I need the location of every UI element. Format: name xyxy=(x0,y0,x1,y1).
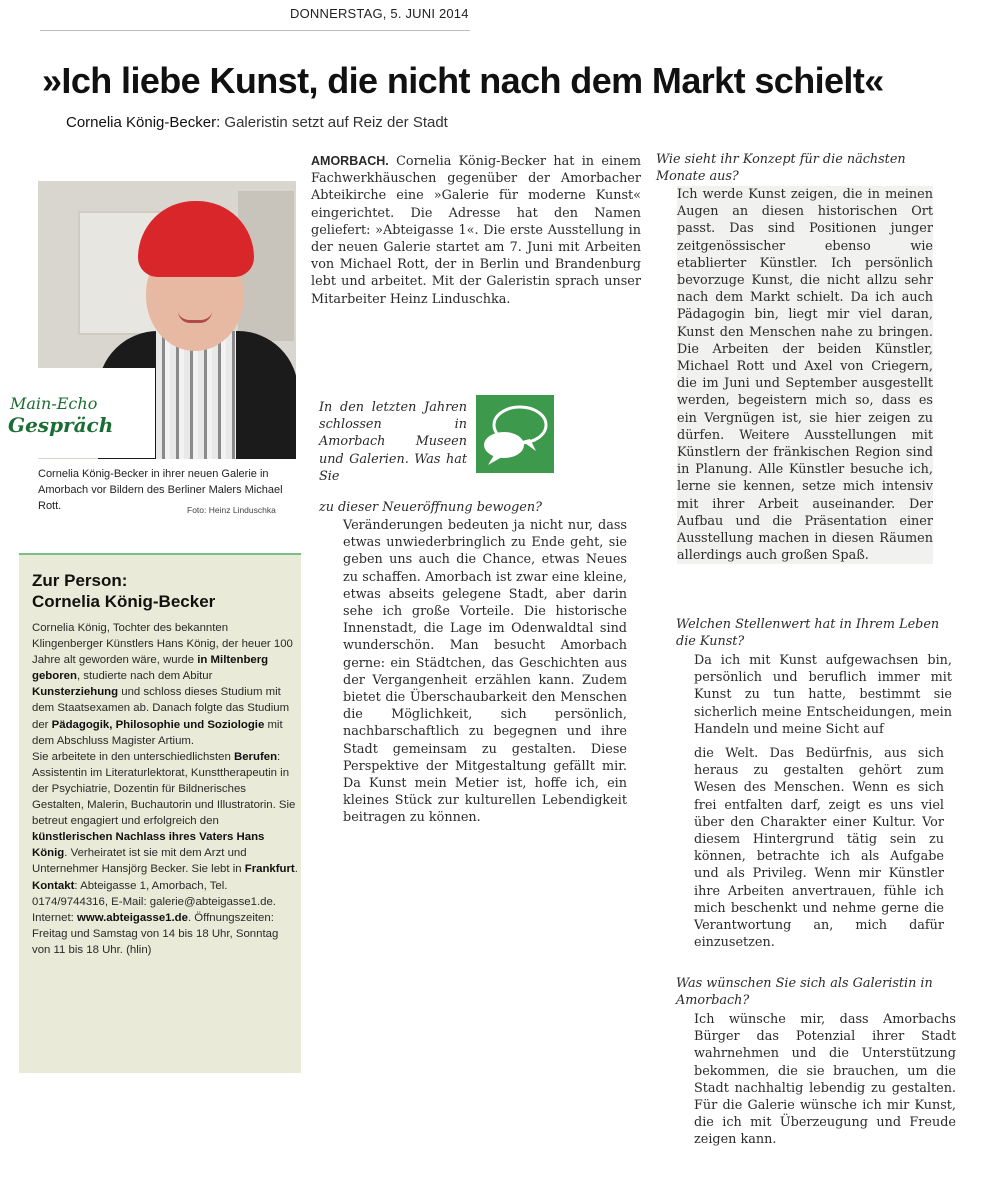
subhead-name: Cornelia König-Becker: xyxy=(66,114,221,131)
intro-text: Cornelia König-Becker hat in einem Fachwerkhäuschen gegenüber der Amorbacher Abteikirche eine »Galerie für moderne Kunst« eingerichtet. Die Adresse hat den Namen geliefert: »Abteigasse 1«. Die erste Ausstellung in der neuen Galerie startet am 7. Juni mit Arbeiten von Michael Rott, der in Berlin und Brandenburg lebt und arbeitet. Mit der Galeristin sprach unser Mitarbeiter Heinz Linduschka. xyxy=(311,154,641,307)
infobox-title xyxy=(32,570,215,612)
infobox-text-run: . xyxy=(294,863,298,876)
brand-line2: Gespräch xyxy=(8,413,114,437)
infobox-text-run: . Öffnungszeiten: Freitag und Samstag von 14 bis 18 Uhr, Sonntag von 11 bis 18 Uhr. (hlin) xyxy=(32,911,279,956)
dateline: DONNERSTAG, 5. JUNI 2014 xyxy=(290,6,469,21)
infobox-paragraph-2 xyxy=(32,749,298,958)
infobox-bold-estate: künstlerischen Nachlass ihres Vaters Hans König xyxy=(32,831,265,860)
question-4: Was wünschen Sie sich als Galeristin in Amorbach? xyxy=(676,976,933,1009)
infobox-text-run: : Abteigasse 1, Amorbach, Tel. 0174/9744316, E-Mail: galerie@abteigasse1.de. Internet: xyxy=(32,879,276,924)
answer-1: Veränderungen bedeuten ja nicht nur, dass etwas unwiederbringlich zu Ende geht, sie geben uns auch die Chance, etwas Neues zu schaffen. Amorbach ist zwar eine kleine, etwas abseits gelegene Stadt, aber darin sehe ich große Vorteile. Die historische Innenstadt, die Lage im Odenwaldtal sind wunderschön. Man besucht Amorbach gerne: ein Städtchen, das Geschichten aus der Vergangenheit erzählen kann. Zudem bietet die Überschaubarkeit den Menschen die Möglichkeit, sich persönlich, nachbarschaftlich zu begegnen und ihre Stadt gemeinsam zu gestalten. Diese Perspektive der Mitgestaltung gefällt mir. Da Kunst mein Metier ist, hoffe ich, ein kleines Stück zur kulturellen Lebendigkeit beitragen zu können. xyxy=(343,518,627,826)
question-1-end: zu dieser Neueröffnung bewogen? xyxy=(319,500,542,515)
infobox-text-run: Sie arbeitete in den unterschiedlichsten xyxy=(32,750,234,763)
infobox-text-run: und schloss dieses Studium mit dem Staatsexamen ab. Danach folgte das Studium der xyxy=(32,686,290,731)
question-2: Wie sieht ihr Konzept für die nächsten Monate aus? xyxy=(656,152,906,185)
infobox-text-run: , studierte nach dem Abitur xyxy=(76,670,213,683)
question-3: Welchen Stellenwert hat in Ihrem Leben die Kunst? xyxy=(676,617,940,650)
infobox-bold-careers: Berufen xyxy=(234,750,278,763)
infobox-text-run: mit dem Abschluss Magister Artium. xyxy=(32,718,283,747)
photo-caption: Cornelia König-Becker in ihrer neuen Galerie in Amorbach vor Bildern des Berliner Malers Michael Rott. xyxy=(38,468,283,512)
infobox-bold-birthplace: in Miltenberg geboren xyxy=(32,654,269,683)
infobox-text-run: : Assistentin im Literaturlektorat, Kunsttherapeutin in der Psychiatrie, Dozentin für Bildnerisches Gestalten, Malerin, Buchautorin und Illustratorin. Sie betreut engagiert und erfolgreich den xyxy=(32,750,296,828)
infobox-title-line2: Cornelia König-Becker xyxy=(32,592,216,611)
headline: »Ich liebe Kunst, die nicht nach dem Markt schielt« xyxy=(42,60,884,101)
answer-3-start: Da ich mit Kunst aufgewachsen bin, persönlich und beruflich immer mit Kunst zu tun hatte, bestimmt sie sicherlich meine Entscheidungen, mein Handeln und meine Sicht auf xyxy=(694,653,952,737)
subhead-text: Galeristin setzt auf Reiz der Stadt xyxy=(220,114,448,131)
subhead xyxy=(66,114,448,131)
infobox-paragraph-1 xyxy=(32,620,298,749)
answer-4: Ich wünsche mir, dass Amorbachs Bürger das Potenzial ihrer Stadt wahrnehmen und die Unterstützung bekommen, die sie brauchen, um die Stadt nachhaltig lebendig zu gestalten. Für die Galerie wünsche ich mir Kunst, die ich mit Überzeugung und Freude zeigen kann. xyxy=(694,1012,956,1148)
brand-line1: Main-Echo xyxy=(10,394,98,413)
infobox-title-line1: Zur Person: xyxy=(32,571,128,590)
infobox-bold-study: Kunsterziehung xyxy=(32,686,119,699)
infobox-website-link[interactable]: www.abteigasse1.de xyxy=(76,911,188,924)
answer-3-continued: die Welt. Das Bedürfnis, aus sich heraus zu gestalten gehört zum Wesen des Menschen. Wenn es sich frei entfalten darf, zeigt es uns viel über den Charakter einer Kultur. Vor diesem Hintergrund tätig sein zu können, betrachte ich als Aufgabe und als Privileg. Wenn mir Künstler ihre Arbeiten anvertrauen, fühle ich mich beschenkt und nehme gerne die Verantwortung an, mich dafür einzusetzen. xyxy=(694,746,944,951)
infobox-text-run: Cornelia König, Tochter des bekannten Klingenberger Künstlers Hans König, der heuer 100 Jahre alt geworden wäre, wurde xyxy=(32,622,293,667)
photo-credit: Foto: Heinz Linduschka xyxy=(187,505,276,515)
dateline-city: AMORBACH. xyxy=(311,154,389,168)
question-1: In den letzten Jahren schlossen in Amorbach Museen und Galerien. Was hat Sie xyxy=(319,400,467,484)
infobox-text-run: . Verheiratet ist sie mit dem Arzt und Unternehmer Hansjörg Becker. Sie lebt in xyxy=(32,847,247,876)
article-intro xyxy=(311,153,641,308)
top-rule xyxy=(40,30,470,31)
infobox-bold-contact: Kontakt xyxy=(32,879,75,892)
speech-bubbles-icon xyxy=(476,395,554,473)
infobox-text xyxy=(32,620,298,958)
infobox-bold-city: Frankfurt xyxy=(244,863,295,876)
answer-2: Ich werde Kunst zeigen, die in meinen Augen an diesen historischen Ort passt. Das sind Positionen junger zeitgenössischer ebenso wie etablierter Künstler. Ich persönlich bevorzuge Kunst, die nicht allzu sehr nach dem Markt schielt. Da ich auch Pädagogin bin, liegt mir viel daran, Kunst den Menschen nahe zu bringen. Die Arbeiten der beiden Künstler, Michael Rott und Axel von Criegern, die im Juni und September ausgestellt werden, begeistern mich so, dass es ein Vergnügen ist, sie hier zeigen zu dürfen. Weitere Ausstellungen mit Künstlern der fränkischen Region sind in Planung. Alle Künstler besuche ich, lerne sie kennen, setze mich intensiv mit ihrer Arbeit auseinander. Der Aufbau und die Präsentation einer Ausstellung machen in diesen Räumen allerdings auch großen Spaß. xyxy=(677,187,933,564)
infobox-bold-subjects: Pädagogik, Philosophie und Soziologie xyxy=(51,718,265,731)
